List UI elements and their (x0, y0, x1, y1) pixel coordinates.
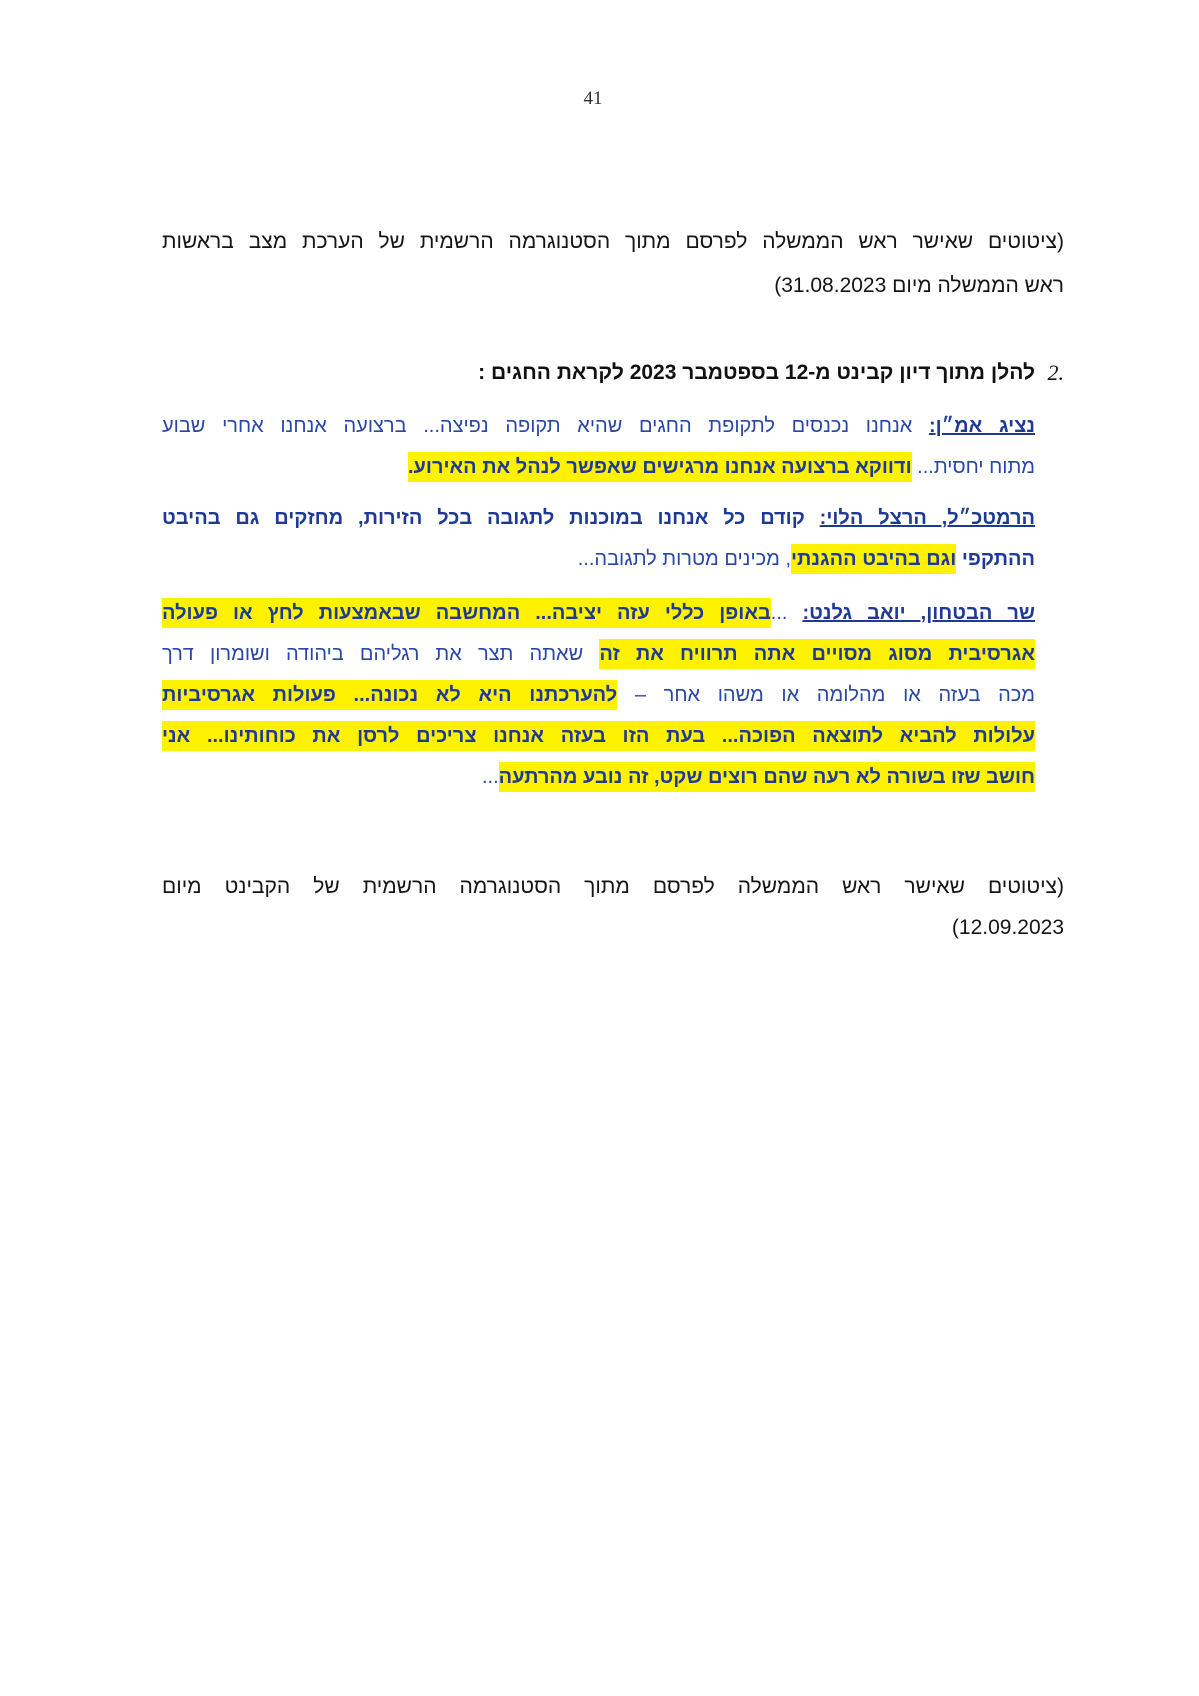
section-number: 2. (1047, 360, 1064, 385)
quote-text: אנחנו נכנסים לתקופת החגים שהיא תקופה נפיצה... ברצועה אנחנו אחרי שבוע (162, 415, 929, 437)
quote-line (162, 447, 1035, 488)
quote-intel-representative (162, 406, 1035, 488)
quote-line (162, 634, 1035, 675)
section-title: להלן מתוך דיון קבינט מ-12 בספטמבר 2023 לקראת החגים : (478, 361, 1035, 384)
speaker-label: הרמטכ״ל, הרצל הלוי: (819, 507, 1035, 529)
quote-line (162, 539, 1035, 580)
quote-text: ... (481, 766, 499, 788)
quote-text: , מכינים מטרות לתגובה... (577, 548, 792, 570)
quote-line (162, 675, 1035, 716)
highlighted-text: אגרסיבית מסוג מסויים אתה תרוויח את זה (599, 639, 1035, 669)
speaker-label: נציג אמ״ן: (928, 415, 1035, 437)
highlighted-text: וגם בהיבט ההגנתי (791, 544, 956, 574)
highlighted-text: באופן כללי עזה יציבה... המחשבה שבאמצעות לחץ או פעולה (162, 598, 771, 628)
highlighted-text: ודווקא ברצועה אנחנו מרגישים שאפשר לנהל את האירוע. (408, 452, 912, 482)
highlighted-text: עלולות להביא לתוצאה הפוכה... בעת הזו בעזה אנחנו צריכים לרסן את כוחותינו... אני (162, 721, 1035, 751)
quote-chief-of-staff (162, 498, 1035, 580)
quote-line (162, 498, 1035, 539)
bold-text: קודם כל אנחנו במוכנות לתגובה בכל הזירות, מחזקים גם בהיבט (162, 507, 820, 529)
section-heading (162, 351, 1064, 395)
intro-citation (162, 220, 1064, 308)
speaker-label: שר הבטחון, יואב גלנט: (802, 602, 1035, 624)
page-number: 41 (583, 88, 603, 109)
quote-text: שאתה תצר את רגליהם ביהודה ושומרון דרך (162, 643, 600, 665)
highlighted-text: להערכתנו היא לא נכונה... פעולות אגרסיביות (162, 680, 617, 710)
citation-line: (ציטוטים שאישר ראש הממשלה לפרסם מתוך הסטנוגרמה הרשמית של הערכת מצב בראשות (162, 230, 1064, 253)
quote-line (162, 593, 1035, 634)
quote-line (162, 716, 1035, 757)
citation-line: 12.09.2023) (951, 916, 1064, 939)
quote-text: מתוח יחסית... (911, 456, 1035, 478)
quote-defense-minister (162, 593, 1035, 798)
quote-text: ... (770, 602, 803, 624)
citation-line: ראש הממשלה מיום 31.08.2023) (774, 274, 1064, 297)
highlighted-text: חושב שזו בשורה לא רעה שהם רוצים שקט, זה נובע מהרתעה (499, 762, 1035, 792)
quote-line (162, 757, 1035, 798)
bold-text: ההתקפי (956, 548, 1035, 570)
citation-line: (ציטוטים שאישר ראש הממשלה לפרסם מתוך הסטנוגרמה הרשמית של הקבינט מיום (162, 875, 1064, 898)
closing-citation (162, 866, 1064, 948)
quote-line (162, 406, 1035, 447)
quote-text: מכה בעזה או מהלומה או משהו אחר – (617, 684, 1035, 706)
